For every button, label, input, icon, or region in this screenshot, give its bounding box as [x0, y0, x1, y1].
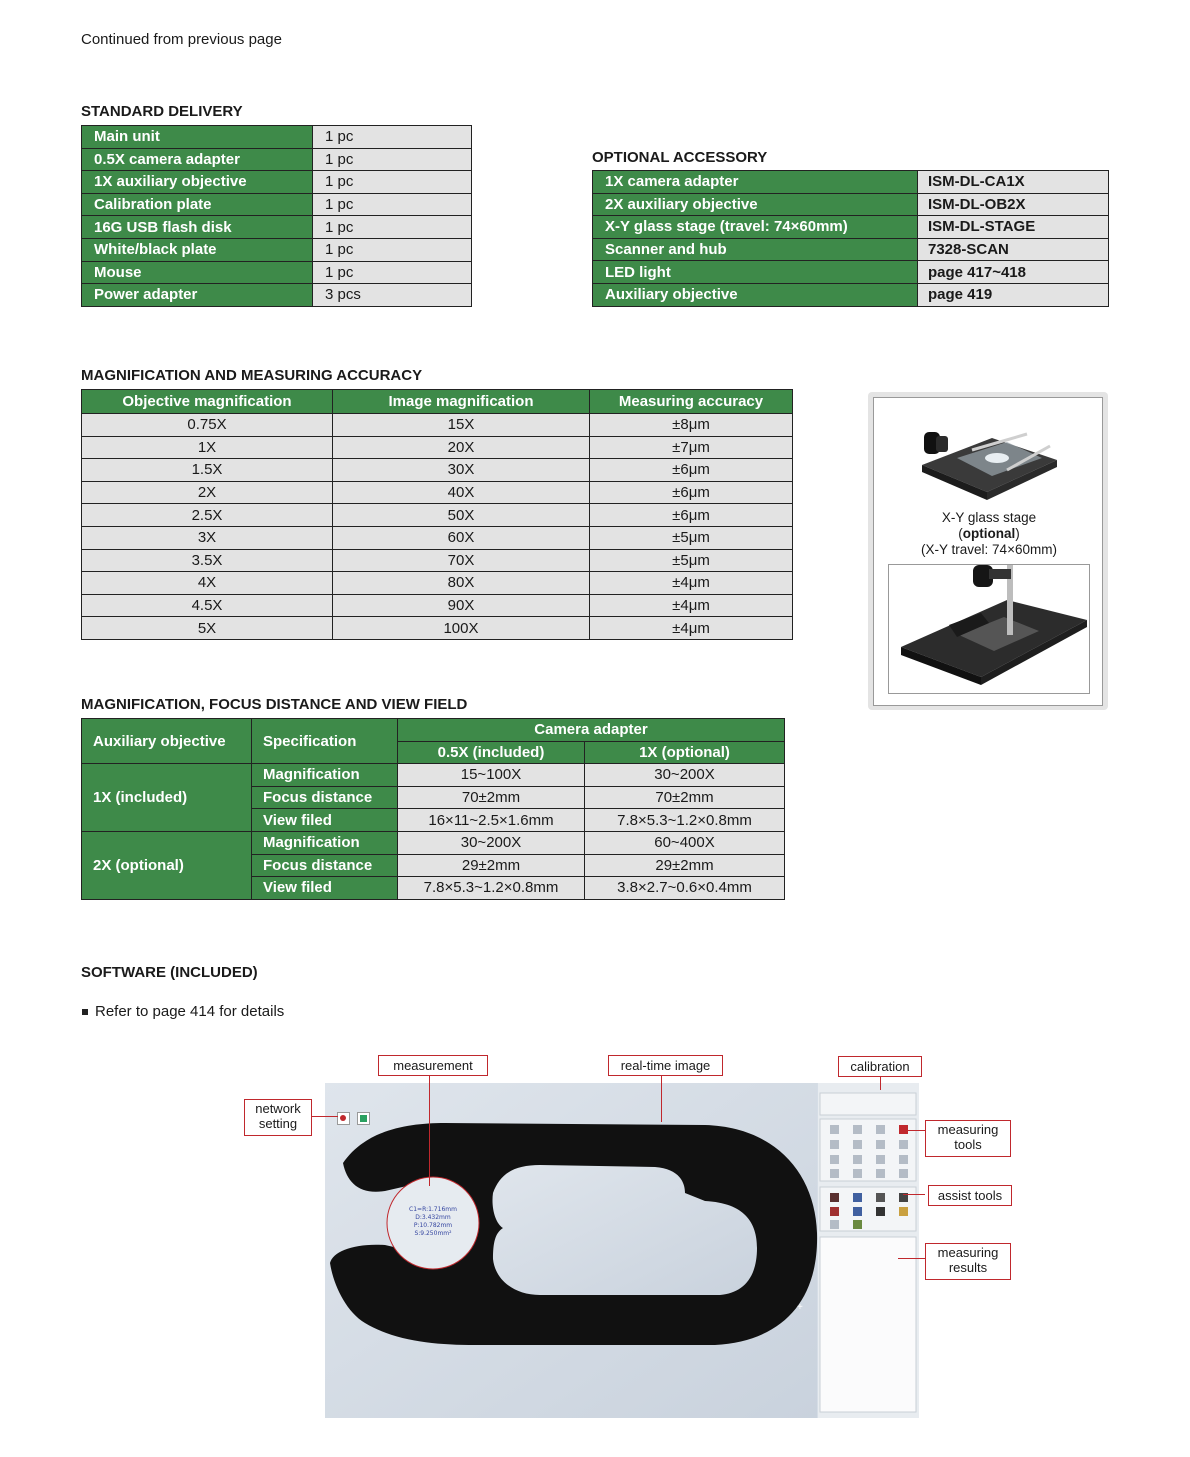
delivery-qty: 1 pc	[313, 238, 472, 261]
readout-line-3: P:10.782mm	[413, 1222, 453, 1229]
delivery-qty: 1 pc	[313, 148, 472, 171]
magnification-objective-cell: 3.5X	[82, 549, 333, 572]
magnification-image-cell: 50X	[333, 504, 590, 527]
col-image-magnification: Image magnification	[333, 390, 590, 414]
bullet-marker	[82, 1009, 88, 1015]
table-row	[82, 549, 793, 572]
table-row	[82, 526, 793, 549]
table-row	[82, 414, 793, 437]
table-row	[82, 126, 472, 149]
value-05x-cell: 16×11~2.5×1.6mm	[398, 809, 585, 832]
magnification-accuracy-cell: ±4μm	[590, 572, 793, 595]
table-row	[593, 171, 1109, 194]
magnification-accuracy-cell: ±6μm	[590, 504, 793, 527]
measurement-label: measurement	[378, 1055, 488, 1076]
optional-accessory-table	[592, 170, 1109, 307]
magnification-accuracy-cell: ±4μm	[590, 594, 793, 617]
magnification-objective-cell: 2X	[82, 481, 333, 504]
spec-cell: View filed	[252, 809, 398, 832]
readout-line-2: D:3.432mm	[415, 1214, 451, 1221]
magnification-image-cell: 60X	[333, 526, 590, 549]
magnification-accuracy-cell: ±8μm	[590, 414, 793, 437]
col-05x-included: 0.5X (included)	[398, 741, 585, 764]
value-05x-cell: 15~100X	[398, 764, 585, 787]
magnification-accuracy-cell: ±6μm	[590, 481, 793, 504]
col-camera-adapter: Camera adapter	[398, 719, 785, 742]
table-row	[82, 594, 793, 617]
delivery-item: Calibration plate	[82, 193, 313, 216]
table-row	[82, 284, 472, 307]
value-1x-cell: 30~200X	[585, 764, 785, 787]
magnification-accuracy-cell: ±5μm	[590, 549, 793, 572]
col-measuring-accuracy: Measuring accuracy	[590, 390, 793, 414]
calibration-label: calibration	[838, 1056, 922, 1077]
delivery-qty: 1 pc	[313, 171, 472, 194]
table-row	[593, 238, 1109, 261]
table-row	[82, 216, 472, 239]
results-leader	[898, 1258, 925, 1259]
magnification-image-cell: 80X	[333, 572, 590, 595]
magnification-objective-cell: 4.5X	[82, 594, 333, 617]
table-row	[82, 617, 793, 640]
table-row	[593, 261, 1109, 284]
delivery-qty: 1 pc	[313, 126, 472, 149]
accessory-item: Auxiliary objective	[593, 283, 918, 306]
aux-objective-cell: 2X (optional)	[82, 831, 252, 899]
readout-line-4: S:9.250mm²	[414, 1230, 452, 1237]
delivery-item: 0.5X camera adapter	[82, 148, 313, 171]
value-1x-cell: 7.8×5.3~1.2×0.8mm	[585, 809, 785, 832]
col-objective-magnification: Objective magnification	[82, 390, 333, 414]
measuring-results-label: measuring results	[925, 1243, 1011, 1280]
tools-leader	[903, 1130, 925, 1131]
table-row	[82, 481, 793, 504]
magnification-accuracy-cell: ±5μm	[590, 526, 793, 549]
table-row	[82, 171, 472, 194]
magnification-image-cell: 20X	[333, 436, 590, 459]
magnification-objective-cell: 3X	[82, 526, 333, 549]
continued-note: Continued from previous page	[81, 31, 282, 48]
magnification-objective-cell: 2.5X	[82, 504, 333, 527]
value-1x-cell: 29±2mm	[585, 854, 785, 877]
delivery-qty: 1 pc	[313, 261, 472, 284]
magnification-accuracy-cell: ±4μm	[590, 617, 793, 640]
assist-tools-label: assist tools	[928, 1185, 1012, 1206]
software-title: SOFTWARE (INCLUDED)	[81, 964, 258, 981]
spec-cell: Magnification	[252, 831, 398, 854]
focus-view-table	[81, 718, 785, 900]
magnification-accuracy-cell: ±6μm	[590, 459, 793, 482]
delivery-qty: 3 pcs	[313, 284, 472, 307]
magnification-image-cell: 100X	[333, 617, 590, 640]
assist-leader	[903, 1194, 925, 1195]
readout-line-1: C1=R:1.716mm	[409, 1206, 457, 1213]
value-1x-cell: 60~400X	[585, 831, 785, 854]
magnification-table	[81, 389, 793, 640]
table-row	[82, 764, 785, 787]
col-1x-optional: 1X (optional)	[585, 741, 785, 764]
stage-caption-2: (optional)	[958, 526, 1020, 541]
table-row	[82, 436, 793, 459]
network-leader	[310, 1116, 338, 1117]
accessory-item: 2X auxiliary objective	[593, 193, 918, 216]
svg-text:+: +	[797, 1302, 803, 1313]
software-note: Refer to page 414 for details	[95, 1003, 285, 1020]
magnification-image-cell: 40X	[333, 481, 590, 504]
optional-accessory-title: OPTIONAL ACCESSORY	[592, 149, 768, 166]
delivery-item: 16G USB flash disk	[82, 216, 313, 239]
value-05x-cell: 7.8×5.3~1.2×0.8mm	[398, 877, 585, 900]
accessory-code: page 419	[918, 283, 1109, 306]
table-row	[593, 193, 1109, 216]
delivery-item: Mouse	[82, 261, 313, 284]
value-05x-cell: 70±2mm	[398, 786, 585, 809]
spec-cell: Focus distance	[252, 854, 398, 877]
calibration-leader	[880, 1076, 881, 1090]
table-row	[82, 261, 472, 284]
value-05x-cell: 29±2mm	[398, 854, 585, 877]
realtime-leader	[661, 1076, 662, 1122]
table-row	[82, 504, 793, 527]
value-1x-cell: 3.8×2.7~0.6×0.4mm	[585, 877, 785, 900]
measurement-leader	[429, 1076, 430, 1186]
realtime-label: real-time image	[608, 1055, 723, 1076]
accessory-code: ISM-DL-STAGE	[918, 216, 1109, 239]
table-row	[82, 193, 472, 216]
magnification-objective-cell: 0.75X	[82, 414, 333, 437]
delivery-qty: 1 pc	[313, 216, 472, 239]
aux-objective-cell: 1X (included)	[82, 764, 252, 832]
magnification-objective-cell: 5X	[82, 617, 333, 640]
stage-caption-3: (X-Y travel: 74×60mm)	[921, 542, 1057, 557]
software-screenshot	[325, 1083, 919, 1418]
col-auxiliary-objective: Auxiliary objective	[82, 719, 252, 764]
accessory-item: LED light	[593, 261, 918, 284]
accessory-item: 1X camera adapter	[593, 171, 918, 194]
delivery-item: White/black plate	[82, 238, 313, 261]
measuring-tools-label: measuring tools	[925, 1120, 1011, 1157]
magnification-objective-cell: 1.5X	[82, 459, 333, 482]
table-row	[82, 459, 793, 482]
focus-title: MAGNIFICATION, FOCUS DISTANCE AND VIEW FIELD	[81, 696, 468, 713]
magnification-image-cell: 90X	[333, 594, 590, 617]
network-label: network setting	[244, 1099, 312, 1136]
xy-stage-photo	[912, 420, 1062, 500]
standard-delivery-title: STANDARD DELIVERY	[81, 103, 243, 120]
table-row	[82, 572, 793, 595]
table-row	[82, 238, 472, 261]
stage-caption-1: X-Y glass stage	[941, 510, 1037, 525]
microscope-stage-photo	[888, 564, 1090, 694]
delivery-qty: 1 pc	[313, 193, 472, 216]
spec-cell: Magnification	[252, 764, 398, 787]
table-row	[593, 283, 1109, 306]
col-specification: Specification	[252, 719, 398, 764]
spec-cell: Focus distance	[252, 786, 398, 809]
delivery-item: 1X auxiliary objective	[82, 171, 313, 194]
accessory-code: 7328-SCAN	[918, 238, 1109, 261]
capture-button[interactable]	[357, 1112, 370, 1125]
magnification-image-cell: 15X	[333, 414, 590, 437]
magnification-image-cell: 30X	[333, 459, 590, 482]
accessory-code: ISM-DL-CA1X	[918, 171, 1109, 194]
spec-cell: View filed	[252, 877, 398, 900]
magnification-objective-cell: 4X	[82, 572, 333, 595]
table-row	[82, 148, 472, 171]
stage-card	[868, 392, 1108, 710]
magnification-objective-cell: 1X	[82, 436, 333, 459]
magnification-accuracy-cell: ±7μm	[590, 436, 793, 459]
magnification-title: MAGNIFICATION AND MEASURING ACCURACY	[81, 367, 423, 384]
delivery-item: Power adapter	[82, 284, 313, 307]
network-setting-button[interactable]	[337, 1112, 350, 1125]
value-05x-cell: 30~200X	[398, 831, 585, 854]
value-1x-cell: 70±2mm	[585, 786, 785, 809]
table-row	[82, 831, 785, 854]
accessory-code: page 417~418	[918, 261, 1109, 284]
standard-delivery-table	[81, 125, 472, 307]
magnification-image-cell: 70X	[333, 549, 590, 572]
accessory-item: Scanner and hub	[593, 238, 918, 261]
accessory-item: X-Y glass stage (travel: 74×60mm)	[593, 216, 918, 239]
delivery-item: Main unit	[82, 126, 313, 149]
table-row	[593, 216, 1109, 239]
accessory-code: ISM-DL-OB2X	[918, 193, 1109, 216]
